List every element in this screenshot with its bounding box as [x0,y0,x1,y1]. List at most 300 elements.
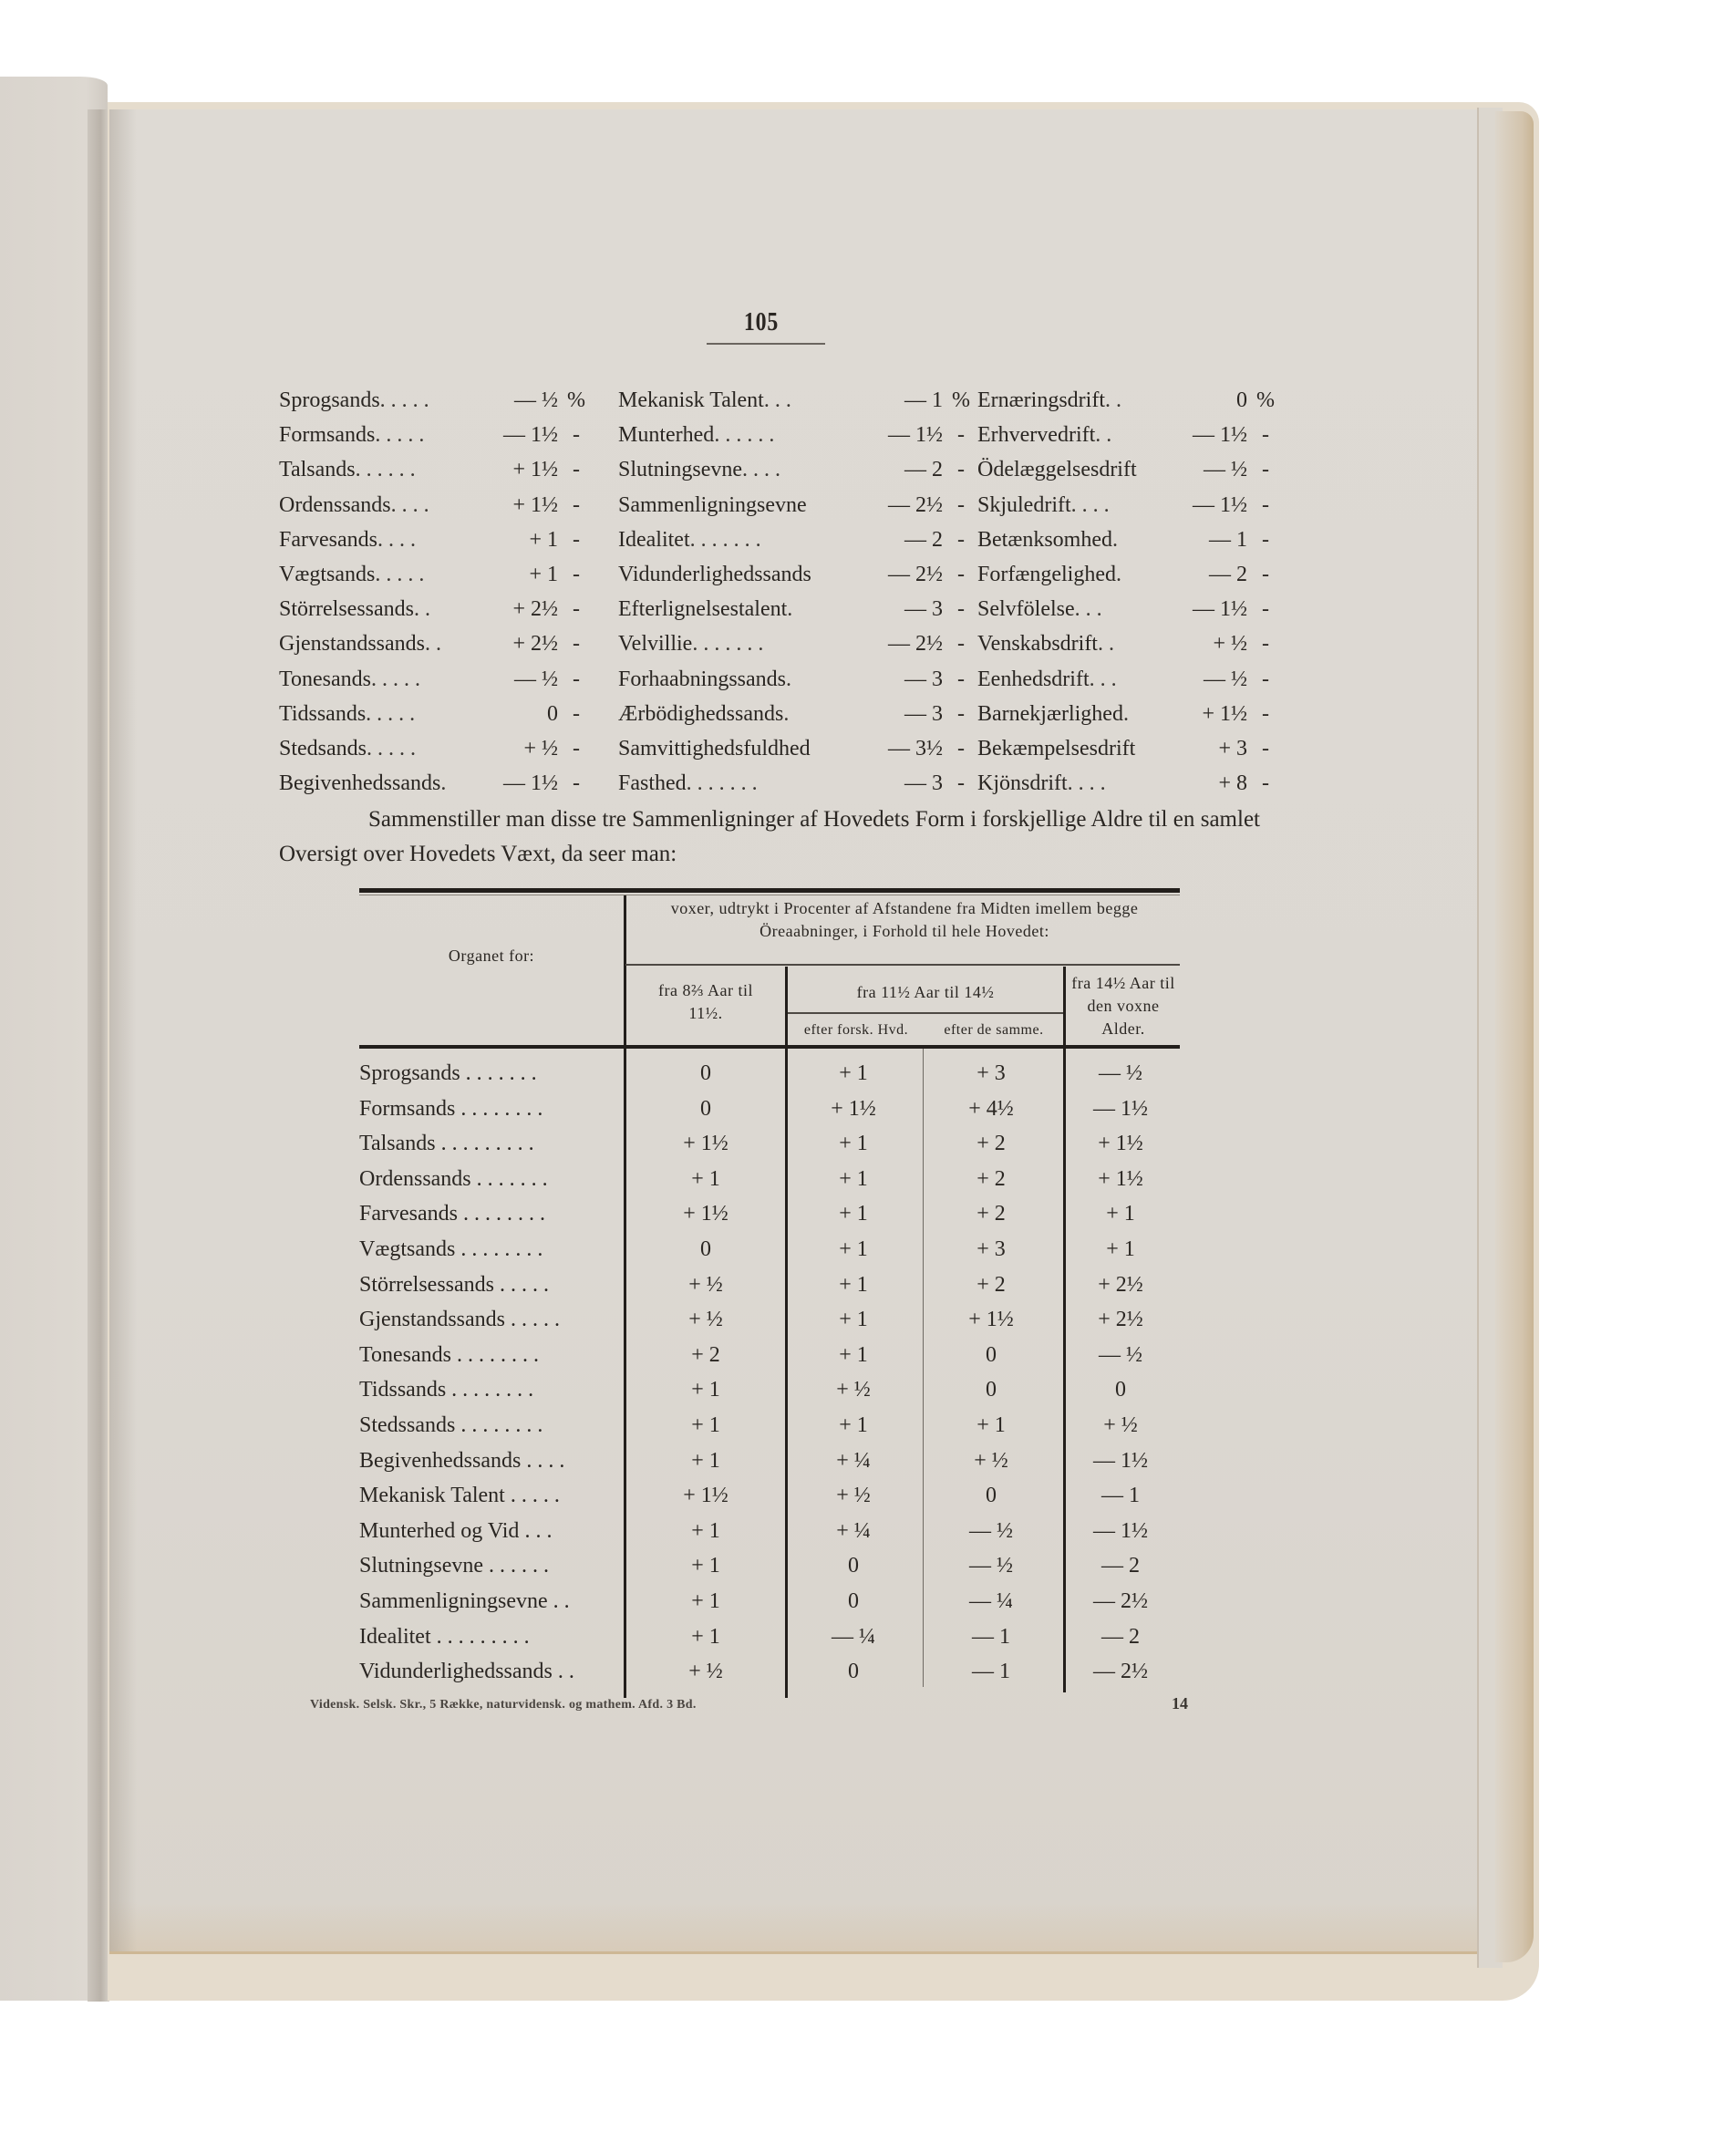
list-item-name: Formsands [279,423,376,448]
list-item-value: — 2 [904,458,943,482]
value-cell-1: + ½ [688,1308,723,1332]
list-item-name: Eenhedsdrift [977,667,1090,691]
table-row [359,1372,1180,1408]
list-item-name: Munterhed [618,423,715,448]
value-cell-3: — ½ [969,1554,1013,1578]
value-cell-4: — 2½ [1093,1660,1148,1684]
table-row [359,1408,1180,1443]
list-item-unit: - [957,562,965,586]
page-number: 105 [743,308,780,336]
list-item-unit: - [957,597,965,622]
list-item-leader: ... [1089,667,1122,691]
value-cell-3: — ½ [969,1518,1013,1543]
list-item-name: Efterlignelsestalent [618,597,788,622]
value-cell-4: + ½ [1103,1413,1138,1437]
organ-name-cell [359,1267,624,1302]
list-item-name: Tonesands [279,667,371,691]
value-cell-3: 0 [986,1484,997,1508]
dot-leader: ......... [436,1624,535,1649]
list-item-value: + 2½ [512,632,558,657]
list-item-unit: - [573,701,580,726]
list-item-unit: - [573,562,580,586]
organ-name-cell [359,1408,624,1443]
table-top-rule [359,888,1180,893]
organ-name: Formsands [359,1096,456,1121]
list-item-name: Mekanisk Talent [618,388,764,412]
table-row [359,1232,1180,1267]
value-cell-2: + 1 [839,1342,868,1367]
value-cell-3: + 1½ [968,1308,1014,1332]
list-item-unit: - [957,632,965,657]
list-item-name: Vidunderlighedssands [618,562,811,586]
table-row [359,1338,1180,1373]
value-cell-2: + 1 [839,1272,868,1297]
dot-leader: ........ [462,1202,551,1226]
list-item-value: — 3 [904,701,943,726]
list-item-leader: ..... [370,667,426,691]
list-item [977,452,1278,487]
dot-leader: ..... [510,1484,565,1508]
organ-name: Begivenhedssands [359,1448,522,1473]
list-item-name: Vægtsands [279,562,376,586]
list-item-name: Idealitet [618,527,690,552]
list-item-unit: - [573,492,580,517]
list-column-3 [977,383,1278,801]
list-item-leader: .... [742,458,786,482]
header-col-1: fra 8⅔ Aar til 11½. [658,981,753,1022]
list-item-name: Samvittighedsfuldhed [618,736,811,760]
table-row [359,1302,1180,1338]
list-item-unit: - [957,492,965,517]
organ-name: Störrelsessands [359,1272,494,1297]
value-cell-2: — ¼ [832,1624,875,1649]
page-foxing-stain [109,1901,1477,1951]
organ-name-cell [359,1162,624,1196]
list-item [279,766,589,801]
list-item-name: Velvillie [618,632,693,657]
value-cell-2: 0 [848,1589,859,1613]
list-item-leader: ...... [355,458,421,482]
list-item-name: Betænksomhed [977,527,1112,552]
value-cell-1: + 1 [691,1589,720,1613]
value-cell-4: + 1 [1106,1202,1135,1226]
list-item-unit: - [1262,701,1269,726]
list-item-name: Ordenssands [279,492,391,517]
value-cell-1: 0 [700,1061,711,1085]
list-item [618,731,974,766]
organ-name: Tidssands [359,1378,447,1402]
list-item-value: — ½ [1204,458,1247,482]
value-cell-4: — ½ [1099,1061,1142,1085]
list-item-leader: ..... [379,388,435,412]
dot-leader: ........ [460,1413,549,1437]
list-item-leader: ....... [692,632,770,657]
value-cell-1: 0 [700,1237,711,1261]
list-item-value: — 2 [1209,562,1247,586]
list-item-value: + ½ [523,736,558,760]
list-item [618,418,974,452]
list-item-name: Begivenhedssands [279,771,441,796]
list-item-unit: - [957,423,965,448]
list-item-value: — 1½ [503,423,558,448]
list-item-value: — 1 [1209,527,1247,552]
list-item [279,452,589,487]
table-row [359,1619,1180,1655]
list-item-value: + ½ [1213,632,1247,657]
list-item-unit: % [1256,388,1275,412]
organ-name-cell [359,1338,624,1372]
list-item [618,766,974,801]
value-cell-1: + 1½ [683,1202,728,1226]
table-row [359,1443,1180,1479]
list-item-value: — ½ [514,667,558,691]
list-item-value: — ½ [1204,667,1247,691]
list-item [977,488,1278,522]
list-item-value: — 3 [904,771,943,796]
list-item [279,383,589,418]
value-cell-2: + 1½ [831,1096,876,1121]
list-item-value: — 2½ [888,492,943,517]
value-cell-3: + 2 [976,1166,1006,1191]
list-item [279,418,589,452]
list-item [618,662,974,697]
value-cell-4: — 1 [1101,1484,1140,1508]
page-number-underline [707,343,825,345]
list-item [977,592,1278,626]
list-item [977,626,1278,661]
list-item-value: + 8 [1218,771,1247,796]
list-item-leader: .... [377,527,421,552]
page-stack-edge [1495,111,1534,1962]
list-item-unit: - [1262,632,1269,657]
value-cell-1: + 1½ [683,1484,728,1508]
organ-name: Gjenstandssands [359,1308,505,1332]
value-cell-4: — 2 [1101,1554,1140,1578]
list-item-unit: - [1262,527,1269,552]
organ-name: Sprogsands [359,1061,460,1085]
list-item-value: — 3 [904,597,943,622]
table-row [359,1162,1180,1197]
value-cell-1: 0 [700,1096,711,1121]
list-item-name: Ærbödighedssands [618,701,784,726]
list-item-name: Ernæringsdrift [977,388,1105,412]
value-cell-4: + 1 [1106,1237,1135,1261]
value-cell-3: — ¼ [969,1589,1013,1613]
organ-name: Stedssands [359,1413,456,1437]
list-item-leader: ... [763,388,797,412]
value-cell-2: + 1 [839,1308,868,1332]
list-item-leader: ..... [375,423,430,448]
list-item-value: — 3½ [888,736,943,760]
table-header-group-rule [625,964,1180,966]
dot-leader: ...... [489,1554,554,1578]
value-cell-4: 0 [1115,1378,1126,1402]
organ-name: Mekanisk Talent [359,1484,505,1508]
header-col-2b: efter de samme. [944,1022,1044,1038]
list-item-unit: - [1262,736,1269,760]
list-item [618,522,974,557]
list-item-value: — 1½ [1193,597,1247,622]
value-cell-1: + 1 [691,1378,720,1402]
list-item-unit: - [573,771,580,796]
list-item [977,766,1278,801]
list-item-unit: - [573,597,580,622]
list-item-leader: .. [413,597,436,622]
list-item-leader: .... [1070,492,1115,517]
value-cell-3: 0 [986,1342,997,1367]
value-cell-2: + 1 [839,1061,868,1085]
list-item [977,697,1278,731]
organ-name-cell [359,1372,624,1407]
value-cell-2: 0 [848,1554,859,1578]
value-cell-1: + 1 [691,1518,720,1543]
list-item-leader: ....... [689,527,767,552]
table-row [359,1478,1180,1514]
list-item-value: — 2½ [888,632,943,657]
organ-name: Farvesands [359,1202,458,1226]
value-cell-4: + 2½ [1098,1308,1143,1332]
list-item-name: Störrelsessands [279,597,414,622]
list-column-2 [618,383,974,801]
organ-name: Vægtsands [359,1237,456,1261]
body-paragraph [279,802,1260,872]
list-item-unit: - [957,667,965,691]
list-item-value: + 1 [529,562,558,586]
header-organ: Organet for: [448,947,535,965]
dot-leader: .. [557,1660,580,1684]
list-item-value: — 1½ [888,423,943,448]
organ-name-cell [359,1056,624,1091]
value-cell-3: + 1 [976,1413,1006,1437]
list-item-value: — 1½ [1193,423,1247,448]
value-cell-1: + ½ [688,1272,723,1297]
dot-leader: .... [526,1448,571,1473]
list-item [618,488,974,522]
list-item-name: Farvesands [279,527,377,552]
value-cell-4: + 1½ [1098,1132,1143,1156]
list-item-leader: .. [1097,632,1120,657]
list-item-leader: . [785,667,797,691]
value-cell-2: + 1 [839,1237,868,1261]
organ-name-cell [359,1514,624,1548]
list-item-name: Kjönsdrift [977,771,1068,796]
table-subgroup-rule [788,1012,1063,1014]
list-item-value: — 1½ [503,771,558,796]
organ-name: Ordenssands [359,1166,471,1191]
list-item-unit: - [1262,597,1269,622]
list-item [977,662,1278,697]
list-item [977,731,1278,766]
table-row [359,1056,1180,1092]
value-cell-2: + ¼ [836,1448,871,1473]
value-cell-3: — 1 [972,1660,1010,1684]
list-item-value: 0 [1236,388,1247,412]
table-row [359,1196,1180,1232]
list-item-leader: . [783,701,795,726]
list-item [279,626,589,661]
list-item-unit: - [957,458,965,482]
dot-leader: ....... [465,1061,542,1085]
organ-name: Slutningsevne [359,1554,483,1578]
list-item-value: — 1 [904,388,943,412]
organ-name-cell [359,1654,624,1689]
list-item-leader: . [1115,562,1127,586]
list-item [618,557,974,592]
gutter-shadow [109,109,137,1951]
book-gutter [88,109,109,2002]
organ-name-cell [359,1584,624,1619]
value-cell-3: + 4½ [968,1096,1014,1121]
footer-note: Vidensk. Selsk. Skr., 5 Række, naturvidensk. og mathem. Afd. 3 Bd. [310,1698,697,1712]
list-item [977,522,1278,557]
list-item [279,662,589,697]
value-cell-4: — 1½ [1093,1448,1148,1473]
organ-name: Vidunderlighedssands [359,1660,553,1684]
list-item-name: Fasthed [618,771,687,796]
list-item-leader: . [1112,527,1123,552]
organ-name-cell [359,1092,624,1126]
list-item [279,592,589,626]
list-item-unit: - [573,458,580,482]
list-item-unit: % [567,388,585,412]
dot-leader: .. [553,1589,575,1613]
organ-name-cell [359,1548,624,1583]
value-cell-1: + 1 [691,1166,720,1191]
table-row [359,1267,1180,1303]
list-item-leader: . [440,771,452,796]
value-cell-2: + 1 [839,1202,868,1226]
value-cell-4: — 1½ [1093,1096,1148,1121]
list-item-unit: - [1262,458,1269,482]
list-item-unit: - [957,771,965,796]
list-item-name: Sprogsands [279,388,380,412]
list-item-unit: - [1262,492,1269,517]
list-item-value: — 3 [904,667,943,691]
value-cell-2: + ¼ [836,1518,871,1543]
list-item [618,592,974,626]
value-cell-3: + 2 [976,1202,1006,1226]
list-item-name: Erhvervedrift [977,423,1096,448]
list-item-unit: - [1262,562,1269,586]
value-cell-3: + 2 [976,1132,1006,1156]
list-item-unit: - [957,527,965,552]
list-item-name: Ödelæggelsesdrift [977,458,1137,482]
dot-leader: ........ [460,1237,549,1261]
list-item-leader: . [787,597,799,622]
header-col-group-2: fra 11½ Aar til 14½ [856,983,995,1001]
list-item [279,557,589,592]
list-item-name: Gjenstandssands [279,632,425,657]
list-item-unit: - [573,736,580,760]
organ-name: Talsands [359,1132,436,1156]
list-item-name: Stedsands [279,736,367,760]
table-row [359,1514,1180,1549]
list-item-unit: - [957,736,965,760]
value-cell-3: + 3 [976,1061,1006,1085]
list-item-value: + 1½ [512,458,558,482]
dot-leader: ....... [476,1166,553,1191]
value-cell-2: + 1 [839,1132,868,1156]
list-item-leader: .. [424,632,447,657]
organ-name-cell [359,1478,624,1513]
organ-name: Tonesands [359,1342,451,1367]
list-item [279,697,589,731]
organ-name-cell [359,1619,624,1654]
header-group: voxer, udtrykt i Procenter af Afstandene fra Midten imellem begge Öreaabninger, i Forhold til hele Hovedet: [670,899,1139,940]
header-col-4: fra 14½ Aar til den voxne Alder. [1071,974,1175,1038]
organ-name-cell [359,1126,624,1161]
list-item-value: — ½ [514,388,558,412]
list-item-value: + 1½ [512,492,558,517]
dot-leader: ......... [440,1132,540,1156]
list-item [279,522,589,557]
value-cell-1: + 1 [691,1448,720,1473]
list-item-value: — 2 [904,527,943,552]
list-item [618,452,974,487]
list-item-unit: - [573,527,580,552]
list-item [977,418,1278,452]
list-item-leader: .. [1095,423,1118,448]
value-cell-2: + 1 [839,1166,868,1191]
value-cell-2: + ½ [836,1378,871,1402]
organ-name-cell [359,1443,624,1478]
list-item [279,731,589,766]
table-row [359,1126,1180,1162]
table-row [359,1654,1180,1690]
list-item [618,697,974,731]
list-item-leader: ..... [367,736,421,760]
value-cell-3: + 2 [976,1272,1006,1297]
organ-name-cell [359,1302,624,1337]
list-item-value: 0 [547,701,558,726]
list-item-unit: - [573,667,580,691]
list-item-leader: ..... [375,562,430,586]
value-cell-3: 0 [986,1378,997,1402]
list-item-unit: - [573,632,580,657]
list-item-unit: % [952,388,970,412]
value-cell-3: + ½ [974,1448,1008,1473]
list-item-name: Forfængelighed [977,562,1116,586]
list-item-leader: .... [1067,771,1111,796]
list-item-name: Forhaabningssands [618,667,786,691]
list-item-name: Selvfölelse [977,597,1075,622]
dot-leader: ..... [499,1272,554,1297]
value-cell-1: + 1½ [683,1132,728,1156]
list-item-value: — 2½ [888,562,943,586]
list-item [977,383,1278,418]
value-cell-2: + 1 [839,1413,868,1437]
dot-leader: ........ [451,1378,540,1402]
list-item-leader: .... [390,492,435,517]
list-item [279,488,589,522]
table-header-bottom-rule [359,1045,1180,1049]
organ-name: Munterhed og Vid [359,1518,520,1543]
list-item-name: Bekæmpelsesdrift [977,736,1136,760]
value-cell-1: + ½ [688,1660,723,1684]
table-row [359,1548,1180,1584]
table-row [359,1092,1180,1127]
organ-name: Sammenligningsevne [359,1589,548,1613]
list-item-leader: ....... [686,771,763,796]
value-cell-4: + 1½ [1098,1166,1143,1191]
list-item-unit: - [1262,771,1269,796]
list-item-value: + 2½ [512,597,558,622]
value-cell-1: + 1 [691,1413,720,1437]
signature-mark: 14 [1172,1694,1188,1712]
dot-leader: ..... [510,1308,565,1332]
list-item-value: + 1½ [1202,701,1247,726]
value-cell-3: + 3 [976,1237,1006,1261]
